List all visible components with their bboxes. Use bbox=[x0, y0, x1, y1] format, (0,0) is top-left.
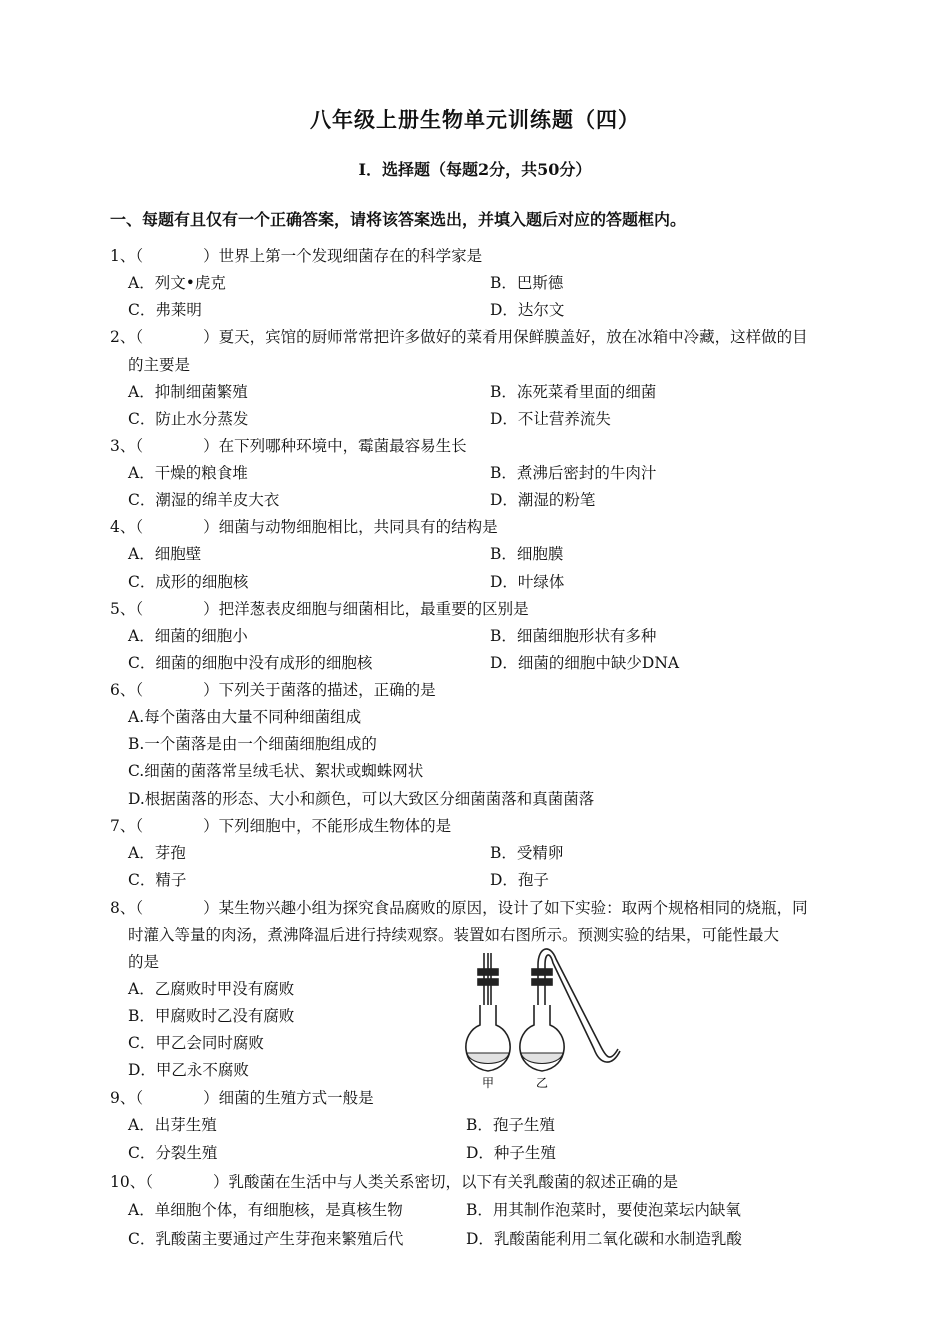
option: C．潮湿的绵羊皮大衣 bbox=[128, 491, 280, 509]
option: C．分裂生殖 bbox=[128, 1144, 218, 1162]
question-7-stem bbox=[110, 816, 451, 836]
question-4-close: ） bbox=[203, 518, 219, 536]
option: B．受精卵 bbox=[490, 844, 564, 862]
question-9-text: 细菌的生殖方式一般是 bbox=[218, 1089, 374, 1107]
question-4-stem bbox=[110, 517, 498, 537]
question-2-number: 2、（ bbox=[110, 328, 144, 346]
option: C.细菌的菌落常呈绒毛状、絮状或蜘蛛网状 bbox=[128, 762, 424, 780]
question-3-number: 3、（ bbox=[110, 437, 144, 455]
question-1-stem bbox=[110, 246, 482, 266]
option: D．种子生殖 bbox=[466, 1144, 556, 1162]
option: A．芽孢 bbox=[128, 844, 186, 862]
question-7-number: 7、（ bbox=[110, 817, 144, 835]
option: D.根据菌落的形态、大小和颜色，可以大致区分细菌菌落和真菌菌落 bbox=[128, 790, 595, 808]
option: C．防止水分蒸发 bbox=[128, 410, 249, 428]
question-2-stem bbox=[110, 327, 808, 347]
question-6-text: 下列关于菌落的描述，正确的是 bbox=[218, 681, 436, 699]
question-5-text: 把洋葱表皮细胞与细菌相比，最重要的区别是 bbox=[218, 600, 529, 618]
option: A．细胞壁 bbox=[128, 545, 202, 563]
page-title: 八年级上册生物单元训练题（四） bbox=[310, 107, 640, 132]
option: B．巴斯德 bbox=[490, 274, 564, 292]
question-6-stem bbox=[110, 680, 436, 700]
question-10-close: ） bbox=[212, 1173, 229, 1191]
option: C．精子 bbox=[128, 871, 187, 889]
question-2-close: ） bbox=[203, 328, 219, 346]
question-9-close: ） bbox=[203, 1089, 219, 1107]
question-4-number: 4、（ bbox=[110, 518, 144, 536]
option: A.每个菌落由大量不同种细菌组成 bbox=[128, 708, 362, 726]
option: A．出芽生殖 bbox=[128, 1116, 217, 1134]
question-5-number: 5、（ bbox=[110, 600, 144, 618]
section-subtitle: Ⅰ．选择题（每题2分，共50分） bbox=[358, 160, 592, 179]
flask-jia-label: 甲 bbox=[482, 1076, 495, 1090]
question-3-text: 在下列哪种环境中，霉菌最容易生长 bbox=[218, 437, 467, 455]
option: C．甲乙会同时腐败 bbox=[128, 1034, 264, 1052]
question-5-stem bbox=[110, 599, 529, 619]
option: B．孢子生殖 bbox=[466, 1116, 555, 1134]
question-8-stem bbox=[110, 898, 808, 918]
option: B．细胞膜 bbox=[490, 545, 564, 563]
flask-yi bbox=[520, 949, 620, 1071]
option: B．甲腐败时乙没有腐败 bbox=[128, 1007, 295, 1025]
question-6-close: ） bbox=[203, 681, 219, 699]
question-8-close: ） bbox=[203, 899, 219, 917]
option: D．乳酸菌能利用二氧化碳和水制造乳酸 bbox=[466, 1230, 742, 1248]
question-6-number: 6、（ bbox=[110, 681, 144, 699]
flask-yi-label: 乙 bbox=[536, 1076, 549, 1090]
question-2-text: 夏天，宾馆的厨师常常把许多做好的菜肴用保鲜膜盖好，放在冰箱中冷藏，这样做的目 bbox=[218, 328, 808, 346]
question-1-number: 1、（ bbox=[110, 247, 144, 265]
option: A．抑制细菌繁殖 bbox=[128, 383, 248, 401]
option: D．甲乙永不腐败 bbox=[128, 1061, 249, 1079]
question-8-number: 8、（ bbox=[110, 899, 144, 917]
question-8-text-cont: 时灌入等量的肉汤，煮沸降温后进行持续观察。装置如右图所示。预测实验的结果，可能性最大 bbox=[128, 926, 780, 944]
question-3-stem bbox=[110, 436, 467, 456]
flask-diagram bbox=[460, 945, 630, 1090]
option: B．细菌细胞形状有多种 bbox=[490, 627, 657, 645]
question-10-number: 10、（ bbox=[110, 1173, 153, 1191]
question-1-text: 世界上第一个发现细菌存在的科学家是 bbox=[218, 247, 483, 265]
option: D．叶绿体 bbox=[490, 573, 565, 591]
question-8-text-cont: 的是 bbox=[128, 953, 160, 971]
option: D．孢子 bbox=[490, 871, 549, 889]
question-9-stem bbox=[110, 1088, 374, 1108]
flask-experiment-figure bbox=[460, 945, 630, 1090]
question-8-text: 某生物兴趣小组为探究食品腐败的原因，设计了如下实验：取两个规格相同的烧瓶，同 bbox=[218, 899, 808, 917]
question-5-close: ） bbox=[203, 600, 219, 618]
option: D．潮湿的粉笔 bbox=[490, 491, 596, 509]
question-4-text: 细菌与动物细胞相比，共同具有的结构是 bbox=[218, 518, 498, 536]
question-3-close: ） bbox=[203, 437, 219, 455]
question-10-stem bbox=[110, 1172, 678, 1192]
option: C．细菌的细胞中没有成形的细胞核 bbox=[128, 654, 373, 672]
option: A．列文•虎克 bbox=[128, 274, 226, 292]
question-7-close: ） bbox=[203, 817, 219, 835]
option: C．弗莱明 bbox=[128, 301, 202, 319]
option: D．细菌的细胞中缺少DNA bbox=[490, 654, 680, 672]
option: D．达尔文 bbox=[490, 301, 565, 319]
option: B．用其制作泡菜时，要使泡菜坛内缺氧 bbox=[466, 1201, 741, 1219]
option: B.一个菌落是由一个细菌细胞组成的 bbox=[128, 735, 377, 753]
option: C．成形的细胞核 bbox=[128, 573, 249, 591]
option: A．单细胞个体，有细胞核，是真核生物 bbox=[128, 1201, 403, 1219]
question-1-close: ） bbox=[203, 247, 219, 265]
option: B．冻死菜肴里面的细菌 bbox=[490, 383, 657, 401]
option: A．乙腐败时甲没有腐败 bbox=[128, 980, 295, 998]
option: A．细菌的细胞小 bbox=[128, 627, 248, 645]
option: B．煮沸后密封的牛肉汁 bbox=[490, 464, 657, 482]
flask-jia bbox=[466, 953, 510, 1071]
section-instruction: 一、每题有且仅有一个正确答案，请将该答案选出，并填入题后对应的答题框内。 bbox=[110, 210, 687, 229]
question-10-text: 乳酸菌在生活中与人类关系密切，以下有关乳酸菌的叙述正确的是 bbox=[228, 1173, 679, 1191]
question-2-text-cont: 的主要是 bbox=[128, 356, 191, 374]
option: D．不让营养流失 bbox=[490, 410, 611, 428]
option: C．乳酸菌主要通过产生芽孢来繁殖后代 bbox=[128, 1230, 404, 1248]
question-7-text: 下列细胞中，不能形成生物体的是 bbox=[218, 817, 452, 835]
option: A．干燥的粮食堆 bbox=[128, 464, 248, 482]
question-9-number: 9、（ bbox=[110, 1089, 144, 1107]
